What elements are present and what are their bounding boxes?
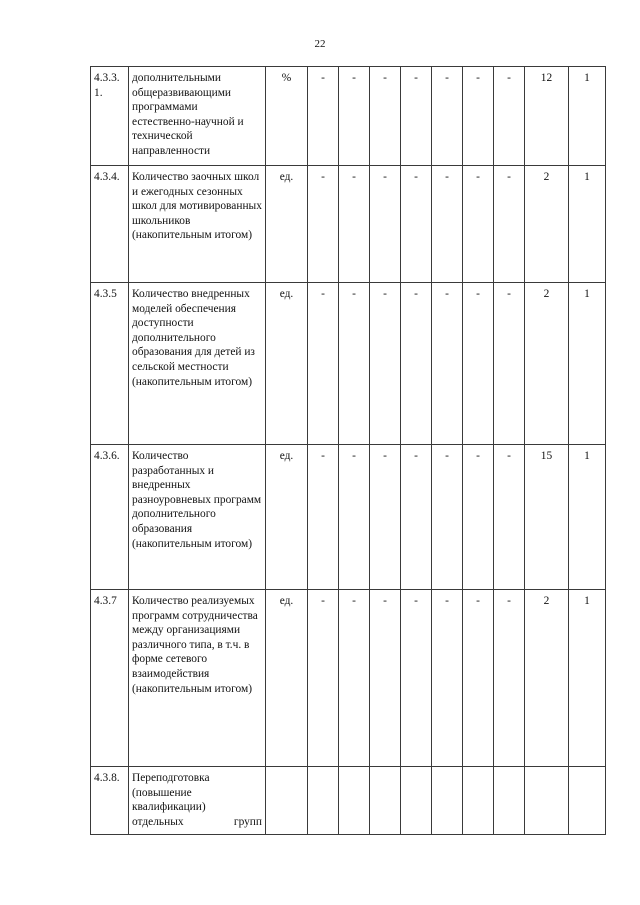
unit-cell [266, 767, 308, 835]
year-cell [401, 767, 432, 835]
year-cell: - [308, 445, 339, 590]
year-cell: - [370, 445, 401, 590]
table-row [91, 67, 606, 166]
year-cell [463, 767, 494, 835]
year-cell: - [339, 445, 370, 590]
unit-cell: ед. [266, 445, 308, 590]
row-number: 4.3.3. 1. [91, 67, 129, 166]
row-number: 4.3.5 [91, 283, 129, 445]
row-number: 4.3.4. [91, 166, 129, 283]
target-value: 2 [525, 166, 569, 283]
target-value [525, 767, 569, 835]
indicator-name [129, 767, 266, 835]
year-cell: - [370, 590, 401, 767]
target-value: 15 [525, 445, 569, 590]
indicator-name: дополнительными общеразвивающими программами естественно-научной и технической направленности [129, 67, 266, 166]
year-cell: - [401, 283, 432, 445]
year-cell: - [401, 445, 432, 590]
year-cell: - [463, 590, 494, 767]
year-cell: - [463, 166, 494, 283]
unit-cell: ед. [266, 283, 308, 445]
unit-cell: ед. [266, 166, 308, 283]
year-cell: - [432, 166, 463, 283]
year-cell: - [339, 166, 370, 283]
year-cell [339, 767, 370, 835]
indicator-name: Количество внедренных моделей обеспечения доступности дополнительного образования для детей из сельской местности (накопительным итогом) [129, 283, 266, 445]
level-value: 1 [569, 445, 606, 590]
year-cell: - [463, 445, 494, 590]
level-value: 1 [569, 283, 606, 445]
year-cell: - [494, 67, 525, 166]
unit-cell: % [266, 67, 308, 166]
target-value: 2 [525, 590, 569, 767]
indicators-table [90, 66, 606, 835]
year-cell: - [432, 445, 463, 590]
year-cell: - [401, 590, 432, 767]
indicator-name: Количество реализуемых программ сотрудничества между организациями различного типа, в т.ч. в форме сетевого взаимодействия (накопительным итогом) [129, 590, 266, 767]
year-cell: - [308, 166, 339, 283]
indicator-name: Количество разработанных и внедренных разноуровневых программ дополнительного образования (накопительным итогом) [129, 445, 266, 590]
year-cell [432, 767, 463, 835]
year-cell: - [401, 166, 432, 283]
unit-cell: ед. [266, 590, 308, 767]
year-cell: - [494, 590, 525, 767]
year-cell: - [432, 67, 463, 166]
year-cell [370, 767, 401, 835]
year-cell [494, 767, 525, 835]
year-cell: - [308, 283, 339, 445]
level-value [569, 767, 606, 835]
target-value: 2 [525, 283, 569, 445]
year-cell: - [463, 67, 494, 166]
table-row [91, 283, 606, 445]
year-cell: - [308, 67, 339, 166]
row-number: 4.3.7 [91, 590, 129, 767]
level-value: 1 [569, 166, 606, 283]
year-cell: - [463, 283, 494, 445]
year-cell: - [432, 283, 463, 445]
table-row [91, 590, 606, 767]
page-number: 22 [314, 38, 326, 50]
table-row [91, 445, 606, 590]
target-value: 12 [525, 67, 569, 166]
indicator-name-tail: отдельных групп [132, 815, 262, 828]
year-cell: - [401, 67, 432, 166]
year-cell: - [370, 67, 401, 166]
year-cell: - [339, 283, 370, 445]
year-cell: - [494, 166, 525, 283]
year-cell: - [308, 590, 339, 767]
level-value: 1 [569, 590, 606, 767]
year-cell [308, 767, 339, 835]
year-cell: - [370, 166, 401, 283]
row-number: 4.3.6. [91, 445, 129, 590]
year-cell: - [370, 283, 401, 445]
level-value: 1 [569, 67, 606, 166]
row-number: 4.3.8. [91, 767, 129, 835]
indicator-name-text: Переподготовка (повышение квалификации) [132, 772, 210, 814]
year-cell: - [494, 445, 525, 590]
table-row [91, 166, 606, 283]
year-cell: - [339, 67, 370, 166]
indicator-name: Количество заочных школ и ежегодных сезонных школ для мотивированных школьников (накопительным итогом) [129, 166, 266, 283]
year-cell: - [339, 590, 370, 767]
table-row [91, 767, 606, 835]
year-cell: - [494, 283, 525, 445]
year-cell: - [432, 590, 463, 767]
